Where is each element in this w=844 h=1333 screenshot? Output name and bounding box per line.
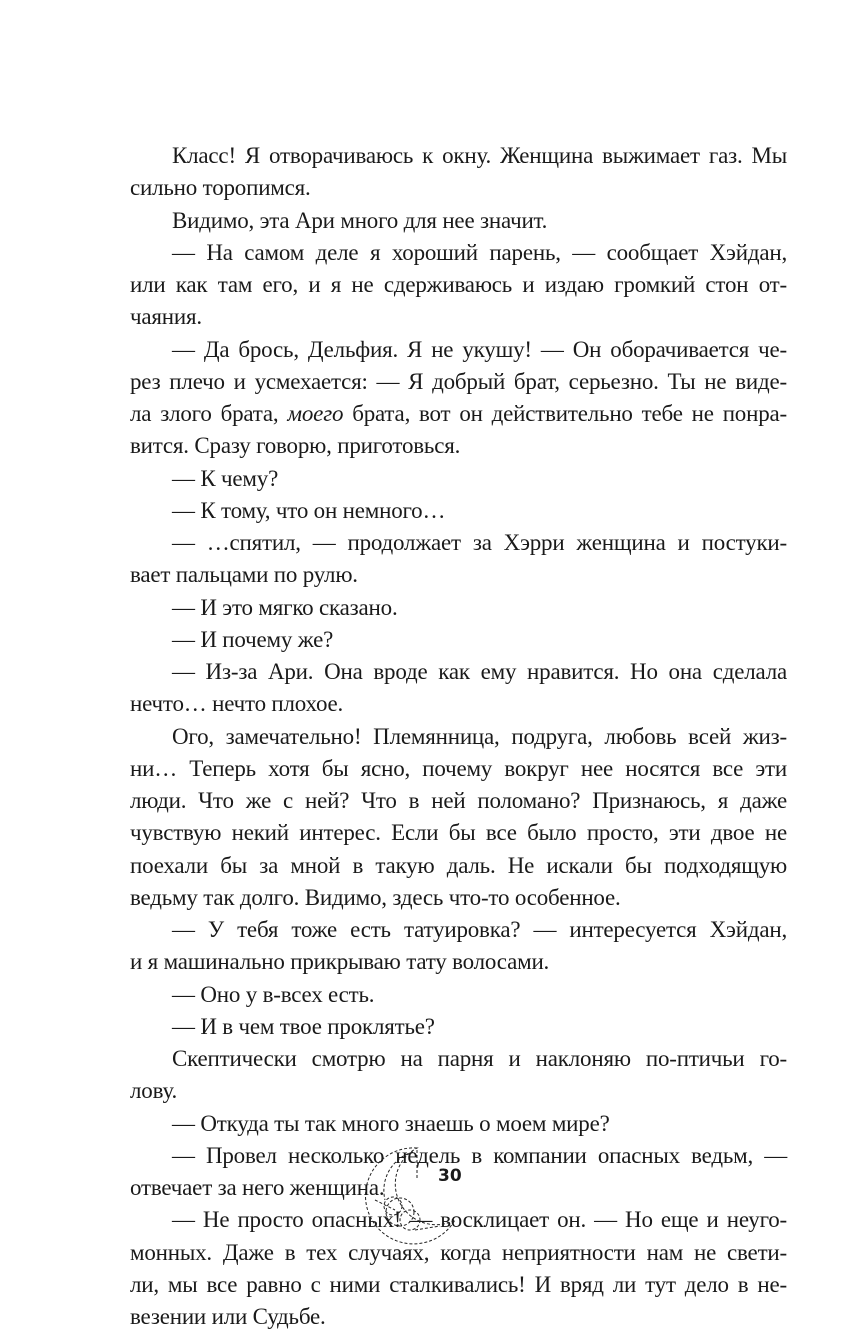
text-line: ведьму так долго. Видимо, здесь что-то особенное. [130, 884, 621, 910]
text-line: — …спятил, — продолжает за Хэрри женщина и постуки- [172, 530, 787, 555]
text-line: рез плечо и усмехается: — Я добрый брат, серьезно. Ты не виде- [130, 368, 787, 394]
text-line: или как там его, и я не сдерживаюсь и издаю громкий стон от- [130, 272, 787, 297]
text-line: — К тому, что он немного… [172, 497, 446, 523]
text-line: Скептически смотрю на парня и наклоняю по-птичьи го- [172, 1046, 787, 1071]
text-line: — Откуда ты так много знаешь о моем мире? [172, 1110, 610, 1136]
text-line: — На самом деле я хороший парень, — сообщает Хэйдан, [172, 239, 787, 265]
text-line: люди. Что же с ней? Что в ней поломано? Признаюсь, я даже [130, 788, 787, 813]
text-line: — И в чем твое проклятье? [172, 1013, 435, 1039]
text-line: Класс! Я отворачиваюсь к окну. Женщина выжимает газ. Мы [172, 143, 787, 168]
text-line: чувствую некий интерес. Если бы все было просто, эти двое не [130, 820, 787, 846]
text-line: монных. Даже в тех случаях, когда неприятности нам не свети- [130, 1239, 787, 1265]
text-line: — Оно у в-всех есть. [172, 981, 375, 1007]
text-line: — Да брось, Дельфия. Я не укушу! — Он оборачивается че- [172, 336, 787, 362]
text-line: вится. Сразу говорю, приготовься. [130, 433, 461, 459]
text-line: ни… Теперь хотя бы ясно, почему вокруг нее носятся все эти [130, 755, 787, 781]
text-line: сильно торопимся. [130, 175, 311, 201]
text-line: — Из-за Ари. Она вроде как ему нравится. Но она сделала [172, 659, 787, 684]
text-line: вает пальцами по рулю. [130, 562, 358, 588]
text-segment: брата, вот он действительно тебе не понра- [343, 401, 787, 426]
text-line: поехали бы за мной в такую даль. Не искали бы подходящую [130, 852, 787, 878]
moon-flower-ornament-icon [355, 1140, 475, 1250]
text-line: везении или Судьбе. [130, 1304, 326, 1329]
text-line: Видимо, эта Ари много для нее значит. [172, 207, 548, 233]
text-line: — Не просто опасных! — восклицает он. — Но еще и неуго- [172, 1207, 787, 1233]
page-number: 30 [438, 1166, 462, 1186]
text-segment: ла злого брата, [130, 401, 288, 426]
text-line: Ого, замечательно! Племянница, подруга, любовь всей жиз- [172, 723, 787, 749]
text-line [130, 398, 787, 430]
text-line: чаяния. [130, 304, 202, 330]
text-line: лову. [130, 1078, 177, 1104]
text-line: нечто… нечто плохое. [130, 691, 344, 717]
text-line: — К чему? [172, 465, 279, 491]
text-line: и я машинально прикрываю тату волосами. [130, 949, 550, 975]
text-line: ли, мы все равно с ними сталкивались! И вряд ли тут дело в не- [130, 1271, 787, 1297]
text-line: — Провел несколько недель в компании опасных ведьм, — [172, 1142, 787, 1168]
text-line: — И это мягко сказано. [172, 594, 398, 620]
text-line: — У тебя тоже есть татуировка? — интересуется Хэйдан, [172, 917, 787, 942]
italic-word: моего [287, 401, 344, 426]
text-line: — И почему же? [172, 626, 334, 652]
text-line: отвечает за него женщина. [130, 1175, 385, 1200]
